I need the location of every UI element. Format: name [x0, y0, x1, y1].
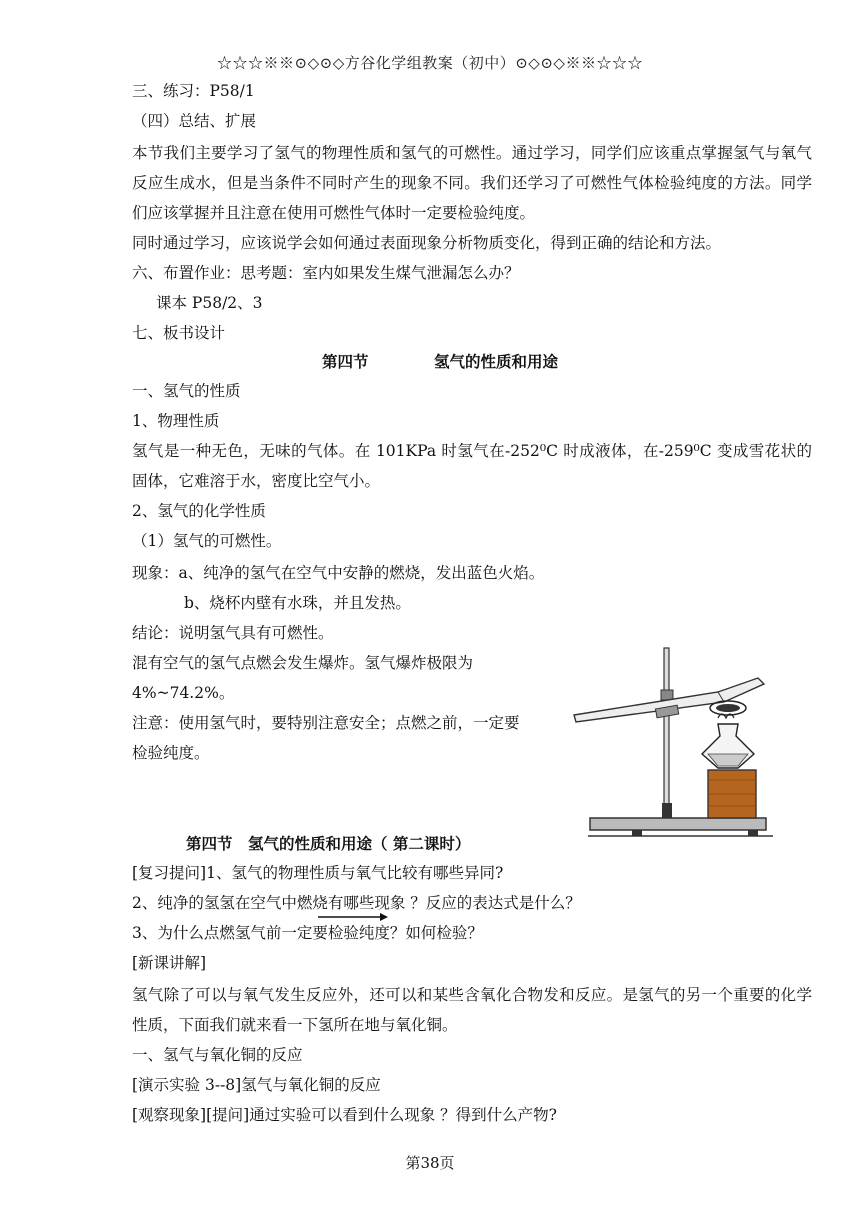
exercise-line: 三、练习：P58/1 [132, 82, 255, 100]
summary-heading: （四）总结、扩展 [132, 112, 257, 130]
review-question-3: 3、为什么点燃氢气前一定要检验纯度？如何检验？ [132, 924, 483, 942]
caution-line: 注意：使用氢气时，要特别注意安全；点燃之前，一定要 [132, 714, 520, 732]
phenomenon-b: b、烧杯内壁有水珠，并且发热。 [184, 594, 411, 612]
explosion-line: 混有空气的氢气点燃会发生爆炸。氢气爆炸极限为 [132, 654, 474, 672]
section-title: 氢气的性质和用途 [434, 352, 559, 371]
hydrogen-combustion-apparatus [568, 640, 778, 840]
observe-question-line: [观察现象][提问]通过实验可以看到什么现象 ？得到什么产物? [132, 1106, 557, 1124]
new-lesson-paragraph: 氢气除了可以与氧气发生反应外，还可以和某些含氧化合物发和反应。是氢气的另一个重要的化学性质，下面我们就来看一下氢所在地与氧化铜。 [132, 986, 812, 1034]
phenomenon-a: 现象：a、纯净的氢气在空气中安静的燃烧，发出蓝色火焰。 [132, 564, 545, 582]
summary-paragraph: 本节我们主要学习了氢气的物理性质和氢气的可燃性。通过学习，同学们应该重点掌握氢气与氧气反应生成水，但是当条件不同时产生的现象不同。我们还学习了可燃性气体检验纯度的方法。同学们应该掌握并且注意在使用可燃性气体时一定要检验纯度。 [132, 144, 812, 222]
page-number: 第38页 [405, 1154, 455, 1172]
page-header: ☆☆☆※※⊙◇⊙◇方谷化学组教案（初中）⊙◇⊙◇※※☆☆☆ [217, 54, 643, 72]
conclusion-line: 结论：说明氢气具有可燃性。 [132, 624, 334, 642]
properties-heading: 一、氢气的性质 [132, 382, 241, 400]
review-question-1: [复习提问]1、氢气的物理性质与氧气比较有哪些异同? [132, 864, 504, 882]
caution-line-2: 检验纯度。 [132, 744, 210, 762]
reaction-arrow [318, 912, 388, 922]
physical-paragraph: 氢气是一种无色，无味的气体。在 101KPa 时氢气在-252⁰C 时成液体，在-259⁰C 变成雪花状的固体，它难溶于水，密度比空气小。 [132, 442, 812, 490]
chemical-heading: 2、氢气的化学性质 [132, 502, 266, 520]
board-design-heading: 七、板书设计 [132, 324, 226, 342]
flammability-heading: （1）氢气的可燃性。 [132, 532, 282, 550]
explosion-limit: 4%~74.2%。 [132, 684, 235, 702]
copper-oxide-heading: 一、氢气与氧化铜的反应 [132, 1046, 303, 1064]
homework-line: 六、布置作业：思考题：室内如果发生煤气泄漏怎么办？ [132, 264, 520, 282]
method-line: 同时通过学习，应该说学会如何通过表面现象分析物质变化，得到正确的结论和方法。 [132, 234, 722, 252]
textbook-line: 课本 P58/2、3 [156, 294, 263, 312]
lesson2-title: 第四节 氢气的性质和用途（ 第二课时） [186, 834, 471, 853]
review-question-2: 2、纯净的氢氢在空气中燃烧有哪些现象 ？反应的表达式是什么？ [132, 894, 581, 912]
section-number: 第四节 [322, 352, 369, 371]
new-lesson-heading: [新课讲解] [132, 954, 207, 972]
demo-experiment-line: [演示实验 3--8]氢气与氧化铜的反应 [132, 1076, 381, 1094]
physical-heading: 1、物理性质 [132, 412, 220, 430]
